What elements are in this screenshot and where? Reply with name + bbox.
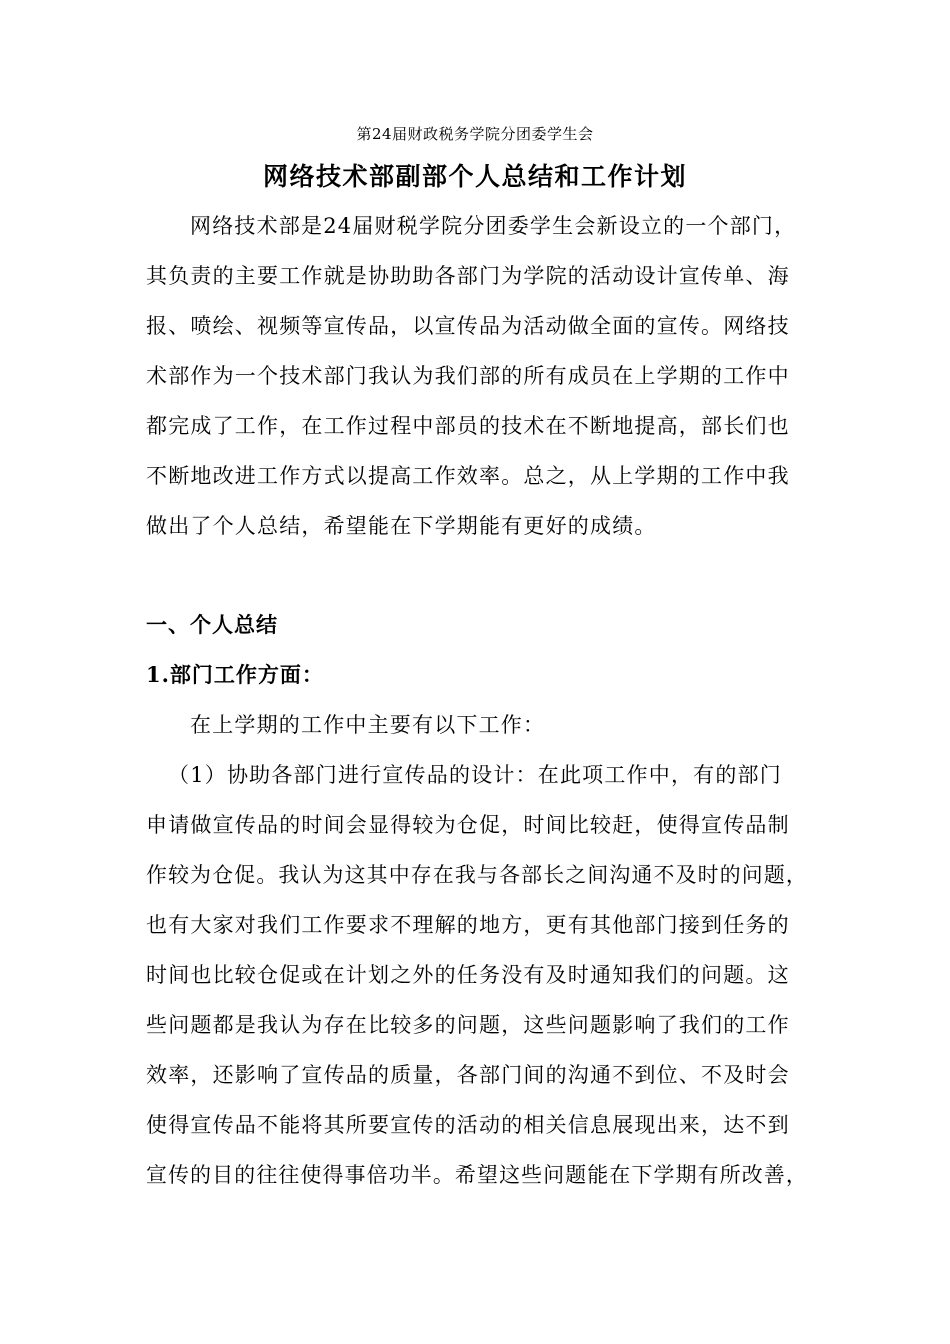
item1-line: （1）协助各部门进行宣传品的设计：在此项工作中，有的部门 <box>168 763 782 787</box>
intro-line: 报、喷绘、视频等宣传品，以宣传品为活动做全面的宣传。网络技 <box>146 314 790 338</box>
document-title: 网络技术部副部个人总结和工作计划 <box>262 162 687 191</box>
item1-line: 些问题都是我认为存在比较多的问题，这些问题影响了我们的工作 <box>146 1013 790 1037</box>
section-heading: 一、个人总结 <box>146 612 278 637</box>
item1-line: 申请做宣传品的时间会显得较为仓促，时间比较赶，使得宣传品制 <box>146 813 790 837</box>
intro-line: 其负责的主要工作就是协助助各部门为学院的活动设计宣传单、海 <box>146 264 790 288</box>
item1-line: 也有大家对我们工作要求不理解的地方，更有其他部门接到任务的 <box>146 913 790 937</box>
subsection-heading: 1.部门工作方面： <box>146 662 324 687</box>
intro-line: 术部作为一个技术部门我认为我们部的所有成员在上学期的工作中 <box>146 364 790 388</box>
item1-line: 时间也比较仓促或在计划之外的任务没有及时通知我们的问题。这 <box>146 963 790 987</box>
item1-line: 使得宣传品不能将其所要宣传的活动的相关信息展现出来，达不到 <box>146 1113 790 1137</box>
intro-line: 做出了个人总结，希望能在下学期能有更好的成绩。 <box>146 514 657 538</box>
document-subtitle: 第24届财政税务学院分团委学生会 <box>356 125 594 143</box>
work-intro: 在上学期的工作中主要有以下工作： <box>190 713 546 737</box>
item1-line: 宣传的目的往往使得事倍功半。希望这些问题能在下学期有所改善， <box>146 1163 809 1187</box>
item1-line: 作较为仓促。我认为这其中存在我与各部长之间沟通不及时的问题， <box>146 863 809 887</box>
intro-line: 网络技术部是24届财税学院分团委学生会新设立的一个部门， <box>190 214 797 238</box>
intro-line: 都完成了工作，在工作过程中部员的技术在不断地提高，部长们也 <box>146 414 790 438</box>
item1-line: 效率，还影响了宣传品的质量，各部门间的沟通不到位、不及时会 <box>146 1063 790 1087</box>
intro-line: 不断地改进工作方式以提高工作效率。总之，从上学期的工作中我 <box>146 464 790 488</box>
